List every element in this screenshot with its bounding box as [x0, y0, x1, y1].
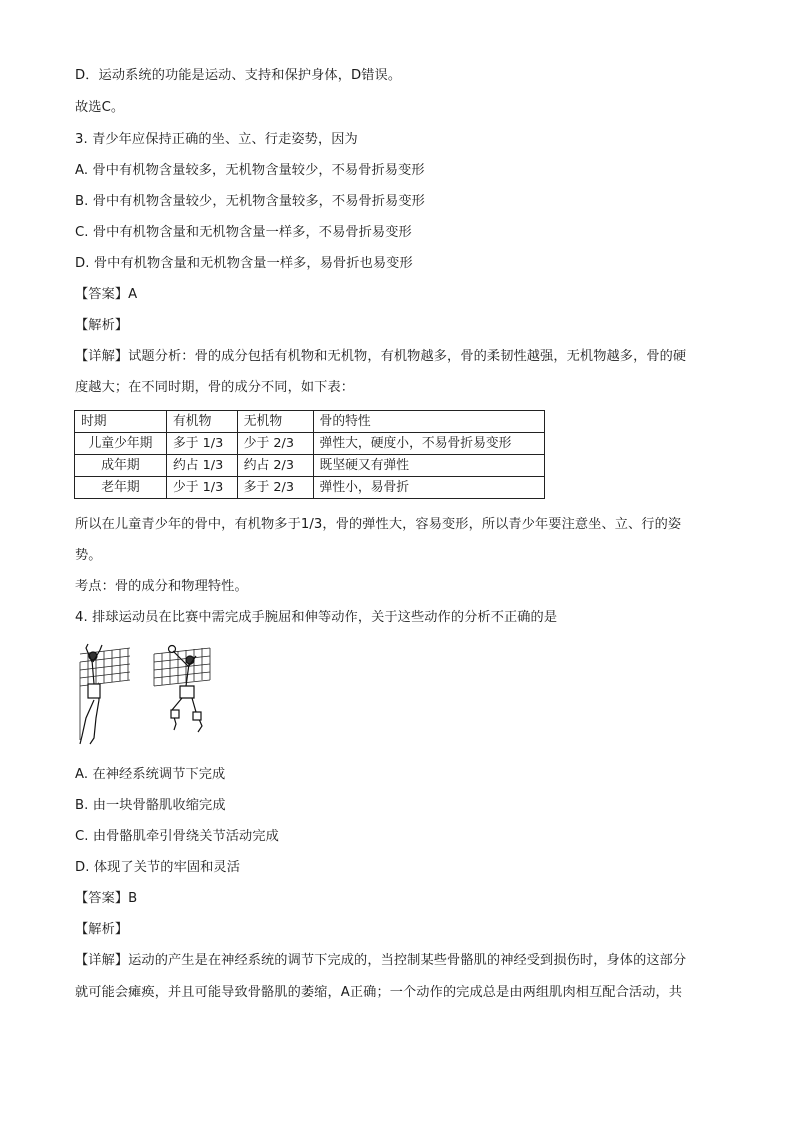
question-3-option-b: B. 骨中有机物含量较少，无机物含量较多，不易骨折易变形 [75, 194, 425, 209]
bone-composition-table [74, 410, 545, 499]
explanation-text: 度越大；在不同时期，骨的成分不同，如下表： [75, 380, 355, 395]
explanation-text: 【详解】试题分析：骨的成分包括有机物和无机物，有机物越多，骨的柔韧性越强，无机物越多，骨的硬 [75, 349, 687, 364]
question-4-option-d: D. 体现了关节的牢固和灵活 [75, 860, 240, 875]
question-3-stem: 3. 青少年应保持正确的坐、立、行走姿势，因为 [75, 132, 358, 147]
table-cell: 弹性小，易骨折 [313, 477, 544, 499]
question-4-option-b: B. 由一块骨骼肌收缩完成 [75, 798, 226, 813]
key-point: 考点：骨的成分和物理特性。 [75, 579, 248, 594]
table-header-row [75, 411, 545, 433]
table-cell: 多于 1/3 [166, 433, 237, 455]
table-row [75, 477, 545, 499]
table-cell: 儿童少年期 [75, 433, 167, 455]
table-header-cell: 无机物 [237, 411, 313, 433]
table-cell: 多于 2/3 [237, 477, 313, 499]
analysis-label: 【解析】 [75, 318, 129, 333]
answer-label: 【答案】B [75, 891, 138, 906]
table-row [75, 433, 545, 455]
table-row [75, 455, 545, 477]
question-3-option-c: C. 骨中有机物含量和无机物含量一样多，不易骨折易变形 [75, 225, 412, 240]
text-line: 势。 [75, 548, 102, 563]
question-3-option-a: A. 骨中有机物含量较多，无机物含量较少，不易骨折易变形 [75, 163, 425, 178]
table-header-cell: 有机物 [166, 411, 237, 433]
table-header-cell: 时期 [75, 411, 167, 433]
table-cell: 既坚硬又有弹性 [313, 455, 544, 477]
table-cell: 约占 2/3 [237, 455, 313, 477]
analysis-label: 【解析】 [75, 922, 129, 937]
question-4-option-c: C. 由骨骼肌牵引骨绕关节活动完成 [75, 829, 279, 844]
table-cell: 少于 1/3 [166, 477, 237, 499]
explanation-text: 【详解】运动的产生是在神经系统的调节下完成的，当控制某些骨骼肌的神经受到损伤时，身体的这部分 [75, 953, 687, 968]
table-cell: 成年期 [75, 455, 167, 477]
table-cell: 少于 2/3 [237, 433, 313, 455]
question-3-option-d: D. 骨中有机物含量和无机物含量一样多，易骨折也易变形 [75, 256, 413, 271]
question-4-option-a: A. 在神经系统调节下完成 [75, 767, 226, 782]
table-cell: 弹性大，硬度小，不易骨折易变形 [313, 433, 544, 455]
table-header-cell: 骨的特性 [313, 411, 544, 433]
table-cell: 老年期 [75, 477, 167, 499]
explanation-text: 就可能会瘫痪，并且可能导致骨骼肌的萎缩，A正确；一个动作的完成总是由两组肌肉相互配合活动，共 [75, 985, 683, 1000]
volleyball-players-icon [72, 640, 222, 752]
text-line: 故选C。 [75, 100, 125, 115]
text-line: 所以在儿童青少年的骨中，有机物多于1/3，骨的弹性大，容易变形，所以青少年要注意坐、立、行的姿 [75, 517, 682, 532]
table-cell: 约占 1/3 [166, 455, 237, 477]
text-line: D．运动系统的功能是运动、支持和保护身体，D错误。 [75, 68, 402, 83]
question-4-stem: 4. 排球运动员在比赛中需完成手腕屈和伸等动作，关于这些动作的分析不正确的是 [75, 610, 558, 625]
answer-label: 【答案】A [75, 287, 138, 302]
